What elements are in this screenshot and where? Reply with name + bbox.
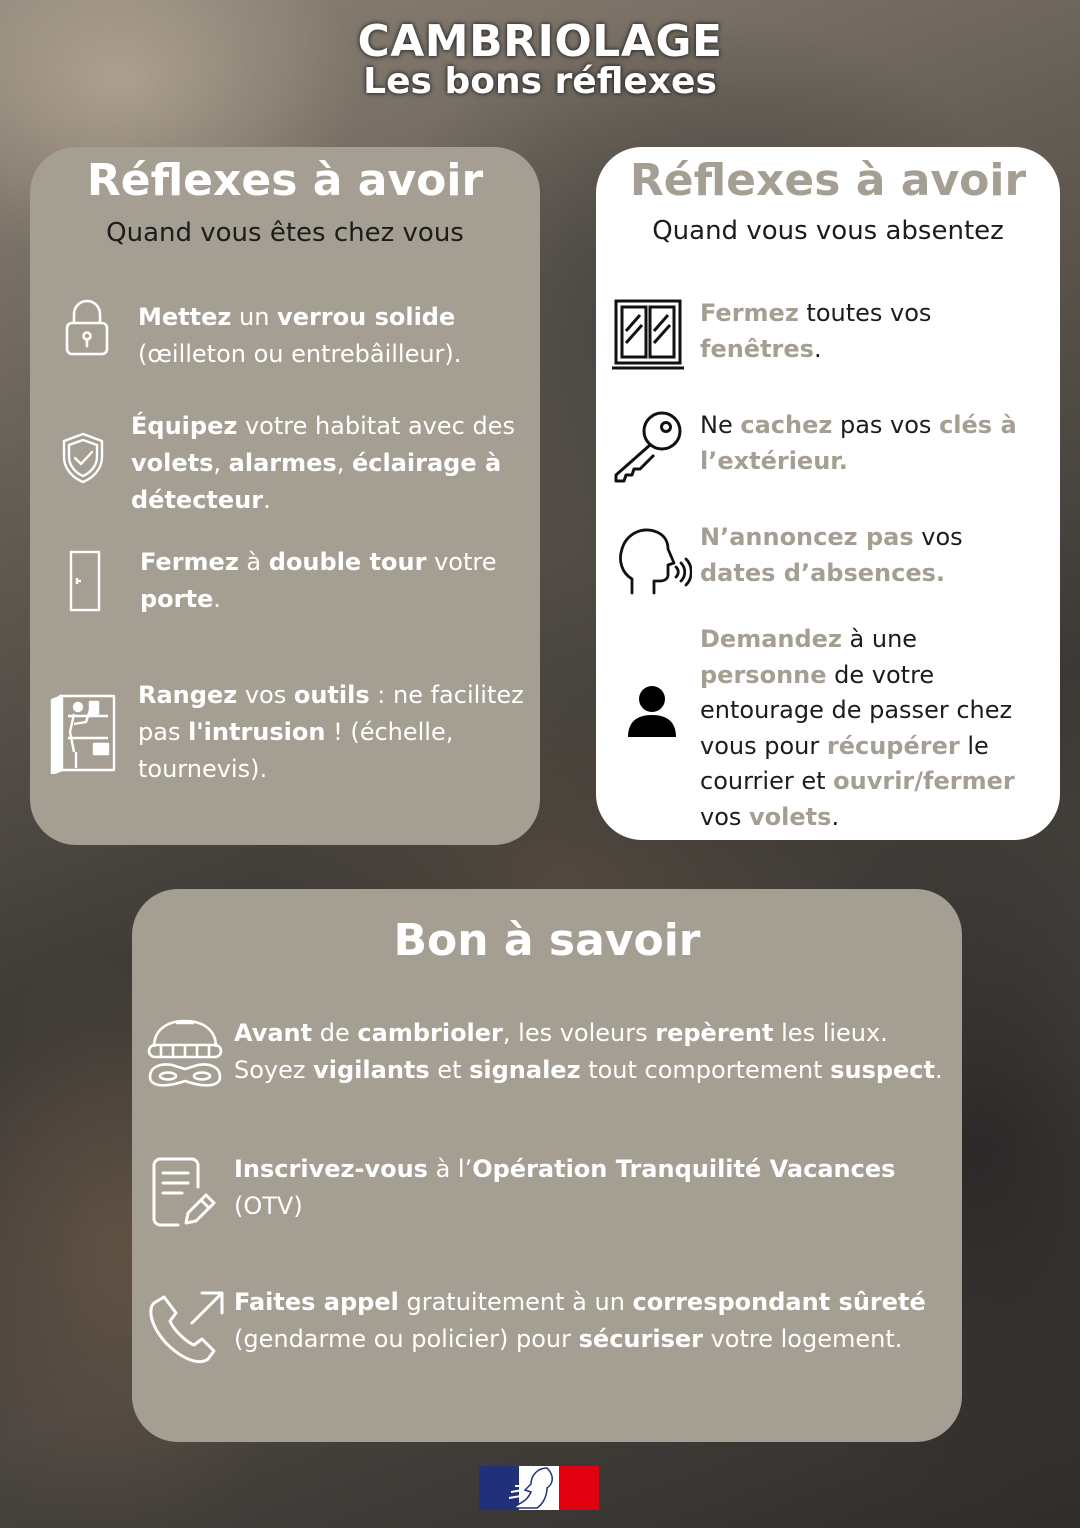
body-text: à [238,548,269,576]
highlight-text: Demandez [700,625,842,653]
highlight-text: volets [131,449,214,477]
form-edit-icon [152,1157,216,1227]
body-text: vos [237,681,294,709]
highlight-text: personne [700,660,827,689]
highlight-text: cachez [740,411,833,439]
body-text: , [213,449,229,477]
body-text: de votre entourage de passer chez vous pour [700,660,1013,760]
body-text: à une [841,625,918,653]
list-item [140,544,520,618]
body-text: (œilleton ou entrebâilleur). [138,340,462,368]
list-item [138,677,528,788]
body-text: un [231,303,278,331]
highlight-text: signalez [469,1056,581,1084]
highlight-text: repèrent [655,1019,774,1047]
body-text: votre logement. [702,1325,903,1353]
flag-white-band [519,1466,559,1510]
highlight-text: Rangez [138,681,238,709]
card-away [596,147,1060,840]
body-text: (OTV) [234,1192,303,1220]
highlight-text: porte [140,585,214,613]
highlight-text: éclairage à détecteur [131,449,502,514]
highlight-text: Fermez [700,299,799,327]
phone-call-icon [146,1289,226,1369]
highlight-text: ouvrir/fermer [833,767,1015,795]
key-icon [612,409,686,483]
list-item [131,408,526,519]
body-text: vos [700,802,750,831]
highlight-text: clés à l’extérieur. [700,411,1017,475]
highlight-text: outils [293,681,370,709]
body-text: . [831,802,840,831]
body-text: et [429,1056,470,1084]
body-text: les lieux. Soyez [234,1019,888,1084]
highlight-text: N’annoncez pas [700,523,914,551]
body-text: votre habitat avec des [237,412,515,440]
highlight-text: récupérer [826,731,960,760]
body-text: vos [913,523,963,551]
highlight-text: sécuriser [578,1325,703,1353]
card-at-home [30,147,540,845]
body-text: pas vos [832,411,940,439]
header [0,16,1080,102]
padlock-icon [64,299,110,357]
person-icon [626,685,678,739]
list-item [234,1151,934,1225]
window-icon [612,297,684,373]
highlight-text: correspondant sûreté [632,1288,926,1316]
body-text: , les voleurs [502,1019,656,1047]
highlight-text: verrou solide [277,303,456,331]
body-text: le courrier et [700,731,989,795]
list-item [234,1284,944,1358]
body-text: votre [426,548,497,576]
highlight-text: Équipez [131,412,238,440]
highlight-text: cambrioler [357,1019,503,1047]
body-text: gratuitement à un [398,1288,633,1316]
tool-cabinet-icon [50,692,120,774]
shield-check-icon [60,431,106,485]
body-text: (gendarme ou policier) pour [234,1325,579,1353]
page-subtitle: Les bons réflexes [363,61,717,102]
highlight-text: suspect [830,1056,935,1084]
highlight-text: Opération Tranquilité Vacances [472,1155,896,1183]
list-item [700,622,1040,835]
highlight-text: volets [749,802,832,831]
card-good-to-know [132,889,962,1442]
list-item [234,1015,962,1089]
door-icon [68,549,102,613]
body-text: . [213,585,221,613]
highlight-text: double tour [268,548,427,576]
body-text: à l’ [427,1155,473,1183]
flag-red-band [559,1466,599,1510]
list-item [138,299,518,373]
body-text: , [336,449,352,477]
marianne-flag-logo [479,1466,599,1510]
body-text: . [813,335,822,363]
list-item [700,407,1040,479]
body-text: . [263,486,271,514]
list-item [700,295,1040,367]
body-text: de [312,1019,358,1047]
body-text: Ne [700,411,741,439]
highlight-text: l'intrusion [188,718,326,746]
highlight-text: vigilants [313,1056,430,1084]
body-text: ! (échelle, tournevis). [138,718,454,783]
card-subtitle: Quand vous vous absentez [652,216,1004,246]
highlight-text: fenêtres [700,335,814,363]
card-subtitle: Quand vous êtes chez vous [106,218,464,248]
list-item [700,519,1040,591]
highlight-text: dates d’absences. [700,559,945,587]
burglar-mask-icon [146,1019,224,1091]
page-title: CAMBRIOLAGE [357,16,723,67]
card-title: Réflexes à avoir [629,155,1027,206]
body-text: . [934,1056,943,1084]
highlight-text: Avant [234,1019,313,1047]
card-title: Réflexes à avoir [86,155,484,206]
highlight-text: Inscrivez-vous [234,1155,428,1183]
card-title: Bon à savoir [393,915,701,966]
body-text: tout comportement [580,1056,831,1084]
body-text: toutes vos [798,299,932,327]
speaking-head-icon [616,525,692,595]
highlight-text: alarmes [228,449,337,477]
highlight-text: Faites appel [234,1288,399,1316]
body-text: : ne facilitez pas [138,681,524,746]
highlight-text: Fermez [140,548,239,576]
highlight-text: Mettez [138,303,232,331]
